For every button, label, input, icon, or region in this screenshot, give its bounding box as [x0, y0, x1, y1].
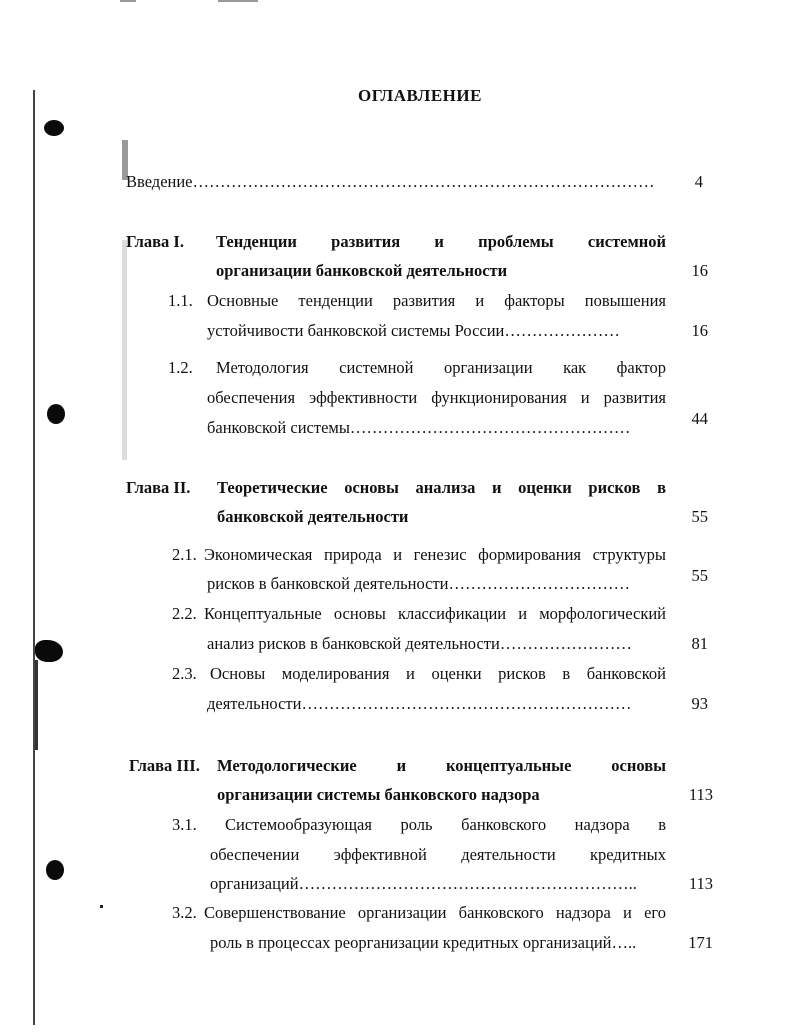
section-3-1-page: 113	[688, 874, 713, 893]
section-2-3-line2: деятельности……………………………………………………	[207, 694, 632, 713]
scan-noise-4	[218, 0, 258, 2]
scan-noise-2	[122, 240, 127, 460]
section-2-1-page: 55	[691, 566, 708, 585]
section-2-1-line2: рисков в банковской деятельности……………………………	[207, 574, 630, 593]
chapter-2-title-line2: банковской деятельности	[217, 507, 409, 526]
section-2-3-line1: Основы моделирования и оценки рисков в банковской	[210, 664, 666, 683]
section-2-2-page: 81	[691, 634, 708, 653]
section-2-2-number: 2.2.	[172, 604, 197, 623]
chapter-3-title-line1: Методологические и концептуальные основы	[217, 756, 666, 775]
section-1-1-page: 16	[691, 321, 708, 340]
chapter-2-title-line1: Теоретические основы анализа и оценки рисков в	[217, 478, 666, 497]
chapter-2-page: 55	[691, 507, 708, 526]
scan-margin-line	[33, 90, 35, 1025]
scan-noise-3	[120, 0, 136, 2]
section-3-2-line1: Совершенствование организации банковского надзора и его	[204, 903, 666, 922]
section-3-2-page: 171	[688, 933, 713, 952]
chapter-1-title-line1: Тенденции развития и проблемы системной	[216, 232, 666, 251]
punch-hole-1	[44, 120, 64, 136]
section-1-2-line2: обеспечения эффективности функционирования и развития	[207, 388, 666, 407]
punch-hole-2	[47, 404, 65, 424]
section-2-3-page: 93	[691, 694, 708, 713]
section-3-2-number: 3.2.	[172, 903, 197, 922]
punch-hole-4	[46, 860, 64, 880]
section-2-1-line1: Экономическая природа и генезис формирования структуры	[204, 545, 666, 564]
section-2-1-number: 2.1.	[172, 545, 197, 564]
scan-noise-5	[100, 905, 103, 908]
section-1-2-page: 44	[691, 409, 708, 428]
section-1-1-number: 1.1.	[168, 291, 193, 310]
section-3-1-line2: обеспечении эффективной деятельности кредитных	[210, 845, 666, 864]
section-1-2-number: 1.2.	[168, 358, 193, 377]
chapter-3-title-line2: организации системы банковского надзора	[217, 785, 540, 804]
chapter-3-label: Глава III.	[129, 756, 200, 775]
toc-intro-page: 4	[694, 172, 703, 191]
section-3-1-number: 3.1.	[172, 815, 197, 834]
section-1-2-line1: Методология системной организации как фактор	[216, 358, 666, 377]
chapter-1-label: Глава I.	[126, 232, 184, 251]
section-3-1-line3: организаций……………………………………………………..	[210, 874, 637, 893]
section-2-3-number: 2.3.	[172, 664, 197, 683]
section-3-1-line1: Системообразующая роль банковского надзора в	[225, 815, 666, 834]
chapter-1-title-line2: организации банковской деятельности	[216, 261, 508, 280]
scan-streak	[35, 660, 38, 750]
chapter-1-page: 16	[691, 261, 708, 280]
chapter-2-label: Глава II.	[126, 478, 191, 497]
section-3-2-line2: роль в процессах реорганизации кредитных организаций…..	[210, 933, 637, 952]
toc-intro-leader: …………………………………………………………………………	[192, 172, 655, 191]
chapter-3-page: 113	[688, 785, 713, 804]
section-1-1-line1: Основные тенденции развития и факторы повышения	[207, 291, 666, 310]
section-1-2-line3: банковской системы……………………………………………	[207, 418, 631, 437]
page-title: ОГЛАВЛЕНИЕ	[358, 86, 482, 105]
section-2-2-line2: анализ рисков в банковской деятельности……………………	[207, 634, 632, 653]
toc-intro	[126, 172, 666, 192]
section-2-2-line1: Концептуальные основы классификации и морфологический	[204, 604, 666, 623]
toc-intro-label: Введение	[126, 172, 193, 191]
punch-hole-3	[35, 640, 63, 662]
section-1-1-line2: устойчивости банковской системы России…………………	[207, 321, 620, 340]
